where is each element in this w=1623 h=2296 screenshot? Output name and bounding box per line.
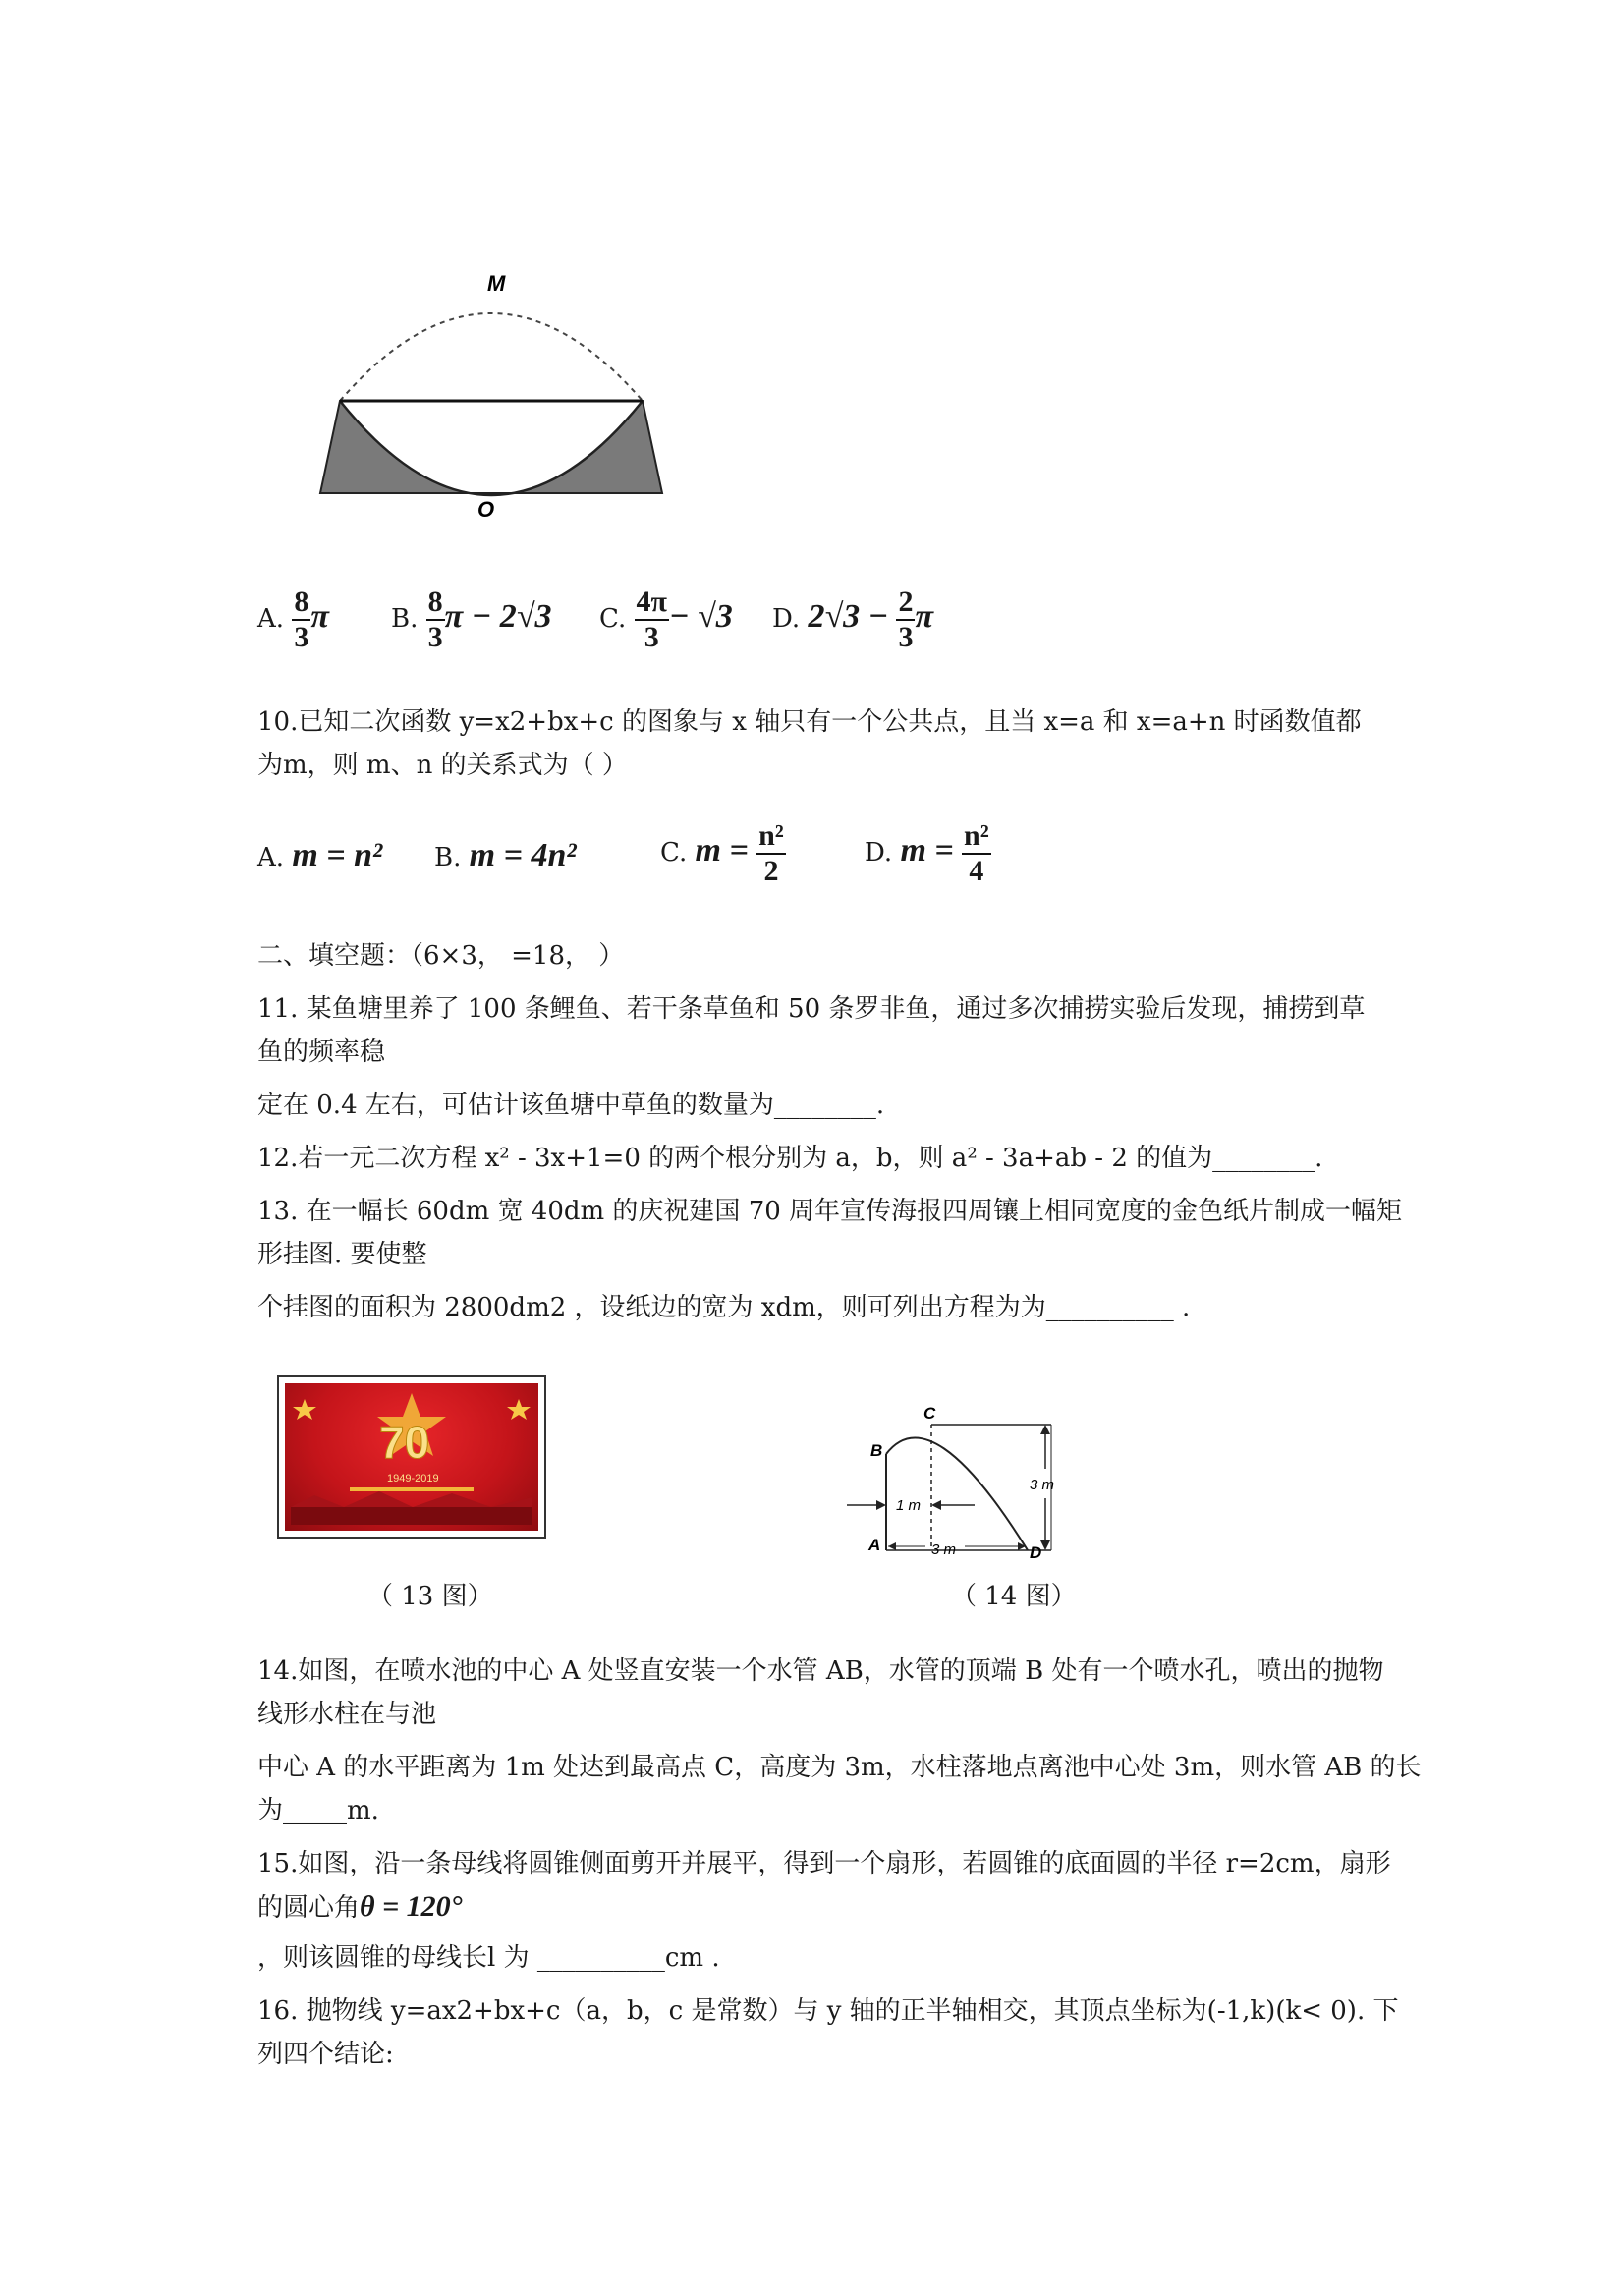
label-a: A: [868, 1536, 881, 1554]
q15-line2: [257, 1890, 463, 1925]
q16-line2: 列四个结论:: [257, 2040, 394, 2069]
q11-line1: 11. 某鱼塘里养了 100 条鲤鱼、若干条草鱼和 50 条罗非鱼，通过多次捕捞实验后发现，捕捞到草: [257, 994, 1366, 1024]
q15-theta: θ = 120°: [360, 1890, 463, 1923]
label-width-3: 3 m: [931, 1541, 957, 1558]
star-icon: [507, 1399, 531, 1420]
q9-option-c: C. $\frac{4\pi}{3}$ − √3: [599, 586, 733, 653]
water-arc: [886, 1437, 1028, 1550]
q16-line1: 16. 抛物线 y=ax2+bx+c（a，b，c 是常数）与 y 轴的正半轴相交，其顶点坐标为(-1,k)(k< 0). 下: [257, 1996, 1399, 2026]
star-icon: [293, 1399, 316, 1420]
label-c: C: [923, 1404, 936, 1423]
semicircle-figure: [295, 265, 688, 526]
label-height: 3 m: [1030, 1477, 1055, 1493]
label-m: M: [487, 271, 506, 296]
q11-line3: 定在 0.4 左右，可估计该鱼塘中草鱼的数量为________.: [257, 1091, 885, 1120]
q13-line2: 形挂图. 要使整: [257, 1240, 427, 1269]
q10-option-a: A. m = n²: [257, 837, 383, 873]
figure-14-caption: （ 14 图）: [951, 1582, 1077, 1611]
q13-line3: 个挂图的面积为 2800dm2 ，设纸边的宽为 xdm，则可列出方程为为__________ .: [257, 1293, 1191, 1322]
label-d: D: [1030, 1543, 1042, 1562]
q14-line1: 14.如图，在喷水池的中心 A 处竖直安装一个水管 AB，水管的顶端 B 处有一个喷水孔，喷出的抛物: [257, 1656, 1384, 1686]
label-width-1: 1 m: [896, 1497, 922, 1514]
q10-option-d: D. m = $\frac{\text{n²}}{4}$: [865, 819, 989, 887]
q10-option-b: B. m = 4n²: [434, 837, 577, 873]
q13-line1: 13. 在一幅长 60dm 宽 40dm 的庆祝建国 70 周年宣传海报四周镶上相同宽度的金色纸片制成一幅矩: [257, 1197, 1403, 1226]
q15-line2-text: 的圆心角: [257, 1893, 361, 1923]
label-b: B: [870, 1441, 883, 1460]
q9-option-d: D. 2√3 − $\frac{2}{3}$ π: [772, 586, 934, 653]
label-o: O: [477, 497, 495, 522]
q11-line2: 鱼的频率稳: [257, 1037, 386, 1067]
q14-line4: 为_____m.: [257, 1796, 379, 1825]
q9-option-a: A. $\frac{8}{3}$ π: [257, 586, 329, 653]
poster-image: [277, 1375, 546, 1539]
section-title: 二、填空题：（6×3， =18， ）: [257, 941, 625, 971]
q14-line2: 线形水柱在与池: [257, 1700, 437, 1729]
q15-line3: ，则该圆锥的母线长l 为 __________cm .: [257, 1943, 720, 1973]
q10-line1: 10.已知二次函数 y=x2+bx+c 的图象与 x 轴只有一个公共点，且当 x=a 和 x=a+n 时函数值都: [257, 707, 1362, 737]
dashed-arc: [340, 313, 643, 401]
poster-70: 70: [379, 1417, 430, 1468]
q10-line2: 为m，则 m、n 的关系式为（ ）: [257, 751, 628, 780]
poster-years: 1949-2019: [387, 1473, 439, 1484]
q15-line1: 15.如图，沿一条母线将圆锥侧面剪开并展平，得到一个扇形，若圆锥的底面圆的半径 r=2cm，扇形: [257, 1849, 1391, 1878]
fountain-figure: [837, 1395, 1073, 1572]
q9-option-b: B. $\frac{8}{3}$ π − 2√3: [391, 586, 552, 653]
figure-13-caption: （ 13 图）: [367, 1582, 493, 1611]
q12-line1: 12.若一元二次方程 x² - 3x+1=0 的两个根分别为 a，b，则 a² - 3a+ab - 2 的值为________.: [257, 1144, 1323, 1173]
q14-line3: 中心 A 的水平距离为 1m 处达到最高点 C，高度为 3m，水柱落地点离池中心处 3m，则水管 AB 的长: [257, 1753, 1422, 1782]
q10-option-c: C. m = $\frac{\text{n²}}{2}$: [660, 819, 784, 887]
